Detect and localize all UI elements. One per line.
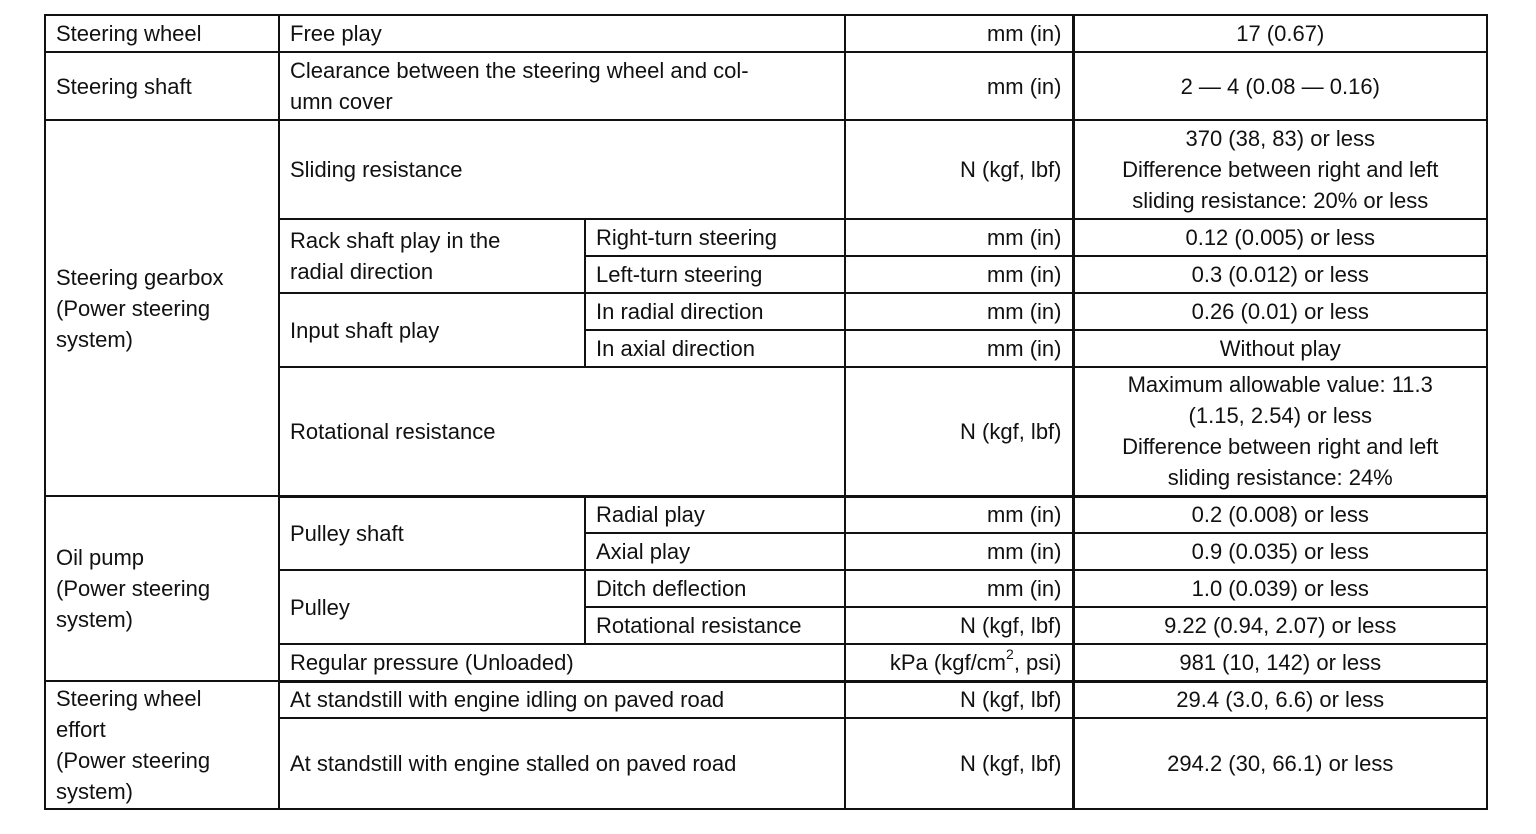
subitem-label: Rotational resistance [596,613,802,638]
value-label: 0.2 (0.008) or less [1191,502,1369,528]
group-label: (Power steering [56,748,211,773]
value-cell [1073,15,1487,52]
item-cell [279,496,585,570]
item-label: Clearance between the steering wheel and col- [290,58,749,83]
item-cell [279,120,845,219]
unit-label: mm (in) [986,262,1062,287]
unit-cell [845,52,1073,120]
group-label: system) [56,607,133,632]
value-label: sliding resistance: 20% or less [1132,188,1429,213]
unit-cell [845,496,1073,533]
group-label: Steering gearbox [56,264,224,290]
steering-spec-table [44,14,1488,810]
item-label: Free play [290,21,382,46]
unit-label: mm (in) [986,225,1062,250]
item-label: Rotational resistance [290,418,496,444]
group-cell [45,120,279,496]
subitem-label: Axial play [596,539,691,564]
unit-label: N (kgf, lbf) [960,418,1062,444]
unit-label: mm (in) [986,539,1062,564]
subitem-label: In radial direction [596,299,764,324]
value-cell [1073,330,1487,367]
value-cell [1073,120,1487,219]
subitem-label: Right-turn steering [596,225,777,250]
value-cell [1073,367,1487,496]
item-cell [279,644,845,681]
item-label: Pulley shaft [290,520,404,546]
value-cell [1073,681,1487,718]
unit-text: , psi) [1013,649,1062,675]
subitem-label: In axial direction [596,336,755,361]
item-cell [279,293,585,367]
unit-label: N (kgf, lbf) [960,687,1062,713]
group-label: Oil pump [56,545,145,570]
item-cell [279,15,845,52]
item-label: Regular pressure (Unloaded) [290,649,574,675]
item-cell [279,52,845,120]
subitem-cell [585,607,845,644]
subitem-cell [585,293,845,330]
group-label: effort [56,717,106,742]
table-row [45,681,1487,718]
item-label: Sliding resistance [290,157,463,182]
table-row [45,52,1487,120]
item-label: Rack shaft play in the [290,228,501,253]
value-label: 9.22 (0.94, 2.07) or less [1164,613,1397,638]
group-cell [45,15,279,52]
value-cell [1073,644,1487,681]
unit-label: N (kgf, lbf) [960,157,1062,182]
item-label: Input shaft play [290,317,440,343]
value-cell [1073,52,1487,120]
group-label: system) [56,779,133,804]
value-label: Without play [1219,336,1341,361]
group-label: Steering wheel [56,686,202,711]
value-label: 294.2 (30, 66.1) or less [1167,751,1394,776]
value-label: 981 (10, 142) or less [1179,649,1382,675]
value-label: 370 (38, 83) or less [1185,126,1376,151]
value-label: 0.26 (0.01) or less [1191,299,1369,324]
item-cell [279,570,585,644]
unit-label: N (kgf, lbf) [960,751,1062,776]
item-label: umn cover [290,89,393,114]
subitem-cell [585,330,845,367]
subitem-cell [585,496,845,533]
item-cell [279,718,845,809]
unit-cell [845,256,1073,293]
unit-text: kPa (kgf/cm [889,649,1007,675]
unit-cell [845,367,1073,496]
subitem-cell [585,219,845,256]
unit-label: mm (in) [986,576,1062,601]
unit-cell [845,219,1073,256]
value-label: 0.3 (0.012) or less [1191,262,1369,287]
group-cell [45,496,279,681]
value-cell [1073,570,1487,607]
unit-label: mm (in) [986,299,1062,324]
group-label: (Power steering [56,576,211,601]
unit-label: mm (in) [986,73,1062,99]
subitem-label: Ditch deflection [596,576,747,601]
group-cell [45,681,279,809]
unit-cell [845,570,1073,607]
unit-cell [845,644,1073,681]
value-label: 0.9 (0.035) or less [1191,539,1369,564]
unit-cell [845,607,1073,644]
group-label: system) [56,326,133,352]
unit-cell [845,681,1073,718]
item-label: At standstill with engine idling on paved road [290,687,725,713]
item-cell [279,367,845,496]
value-cell [1073,293,1487,330]
unit-cell [845,330,1073,367]
value-label: sliding resistance: 24% [1167,465,1393,491]
subitem-cell [585,570,845,607]
unit-cell [845,120,1073,219]
table-row [45,15,1487,52]
unit-cell [845,15,1073,52]
subitem-cell [585,256,845,293]
value-label: Difference between right and left [1122,434,1439,460]
subitem-label: Left-turn steering [596,262,763,287]
item-label: radial direction [290,259,434,284]
group-label: Steering wheel [56,21,202,46]
item-label: At standstill with engine stalled on paved road [290,751,737,776]
value-label: 0.12 (0.005) or less [1185,225,1376,250]
unit-label: mm (in) [986,336,1062,361]
group-label: (Power steering [56,295,211,321]
unit-cell [845,533,1073,570]
value-label: 29.4 (3.0, 6.6) or less [1176,687,1385,713]
value-label: Difference between right and left [1122,157,1439,182]
item-label: Pulley [290,594,350,620]
unit-superscript: 2 [1006,646,1014,663]
unit-cell [845,718,1073,809]
unit-label: N (kgf, lbf) [960,613,1062,638]
value-cell [1073,496,1487,533]
value-cell [1073,219,1487,256]
value-label: 1.0 (0.039) or less [1191,576,1369,601]
unit-label: mm (in) [986,21,1062,46]
value-label: 17 (0.67) [1236,21,1325,46]
table-row [45,496,1487,533]
value-cell [1073,718,1487,809]
subitem-label: Radial play [596,502,705,528]
unit-label: mm (in) [986,502,1062,528]
group-label: Steering shaft [56,73,192,99]
unit-label [889,646,1062,675]
group-cell [45,52,279,120]
value-label: 2 — 4 (0.08 — 0.16) [1180,73,1380,99]
item-cell [279,219,585,293]
table-row [45,120,1487,219]
unit-cell [845,293,1073,330]
value-label: Maximum allowable value: 11.3 [1127,372,1433,398]
value-cell [1073,533,1487,570]
subitem-cell [585,533,845,570]
value-label: (1.15, 2.54) or less [1188,403,1372,429]
value-cell [1073,607,1487,644]
value-cell [1073,256,1487,293]
item-cell [279,681,845,718]
